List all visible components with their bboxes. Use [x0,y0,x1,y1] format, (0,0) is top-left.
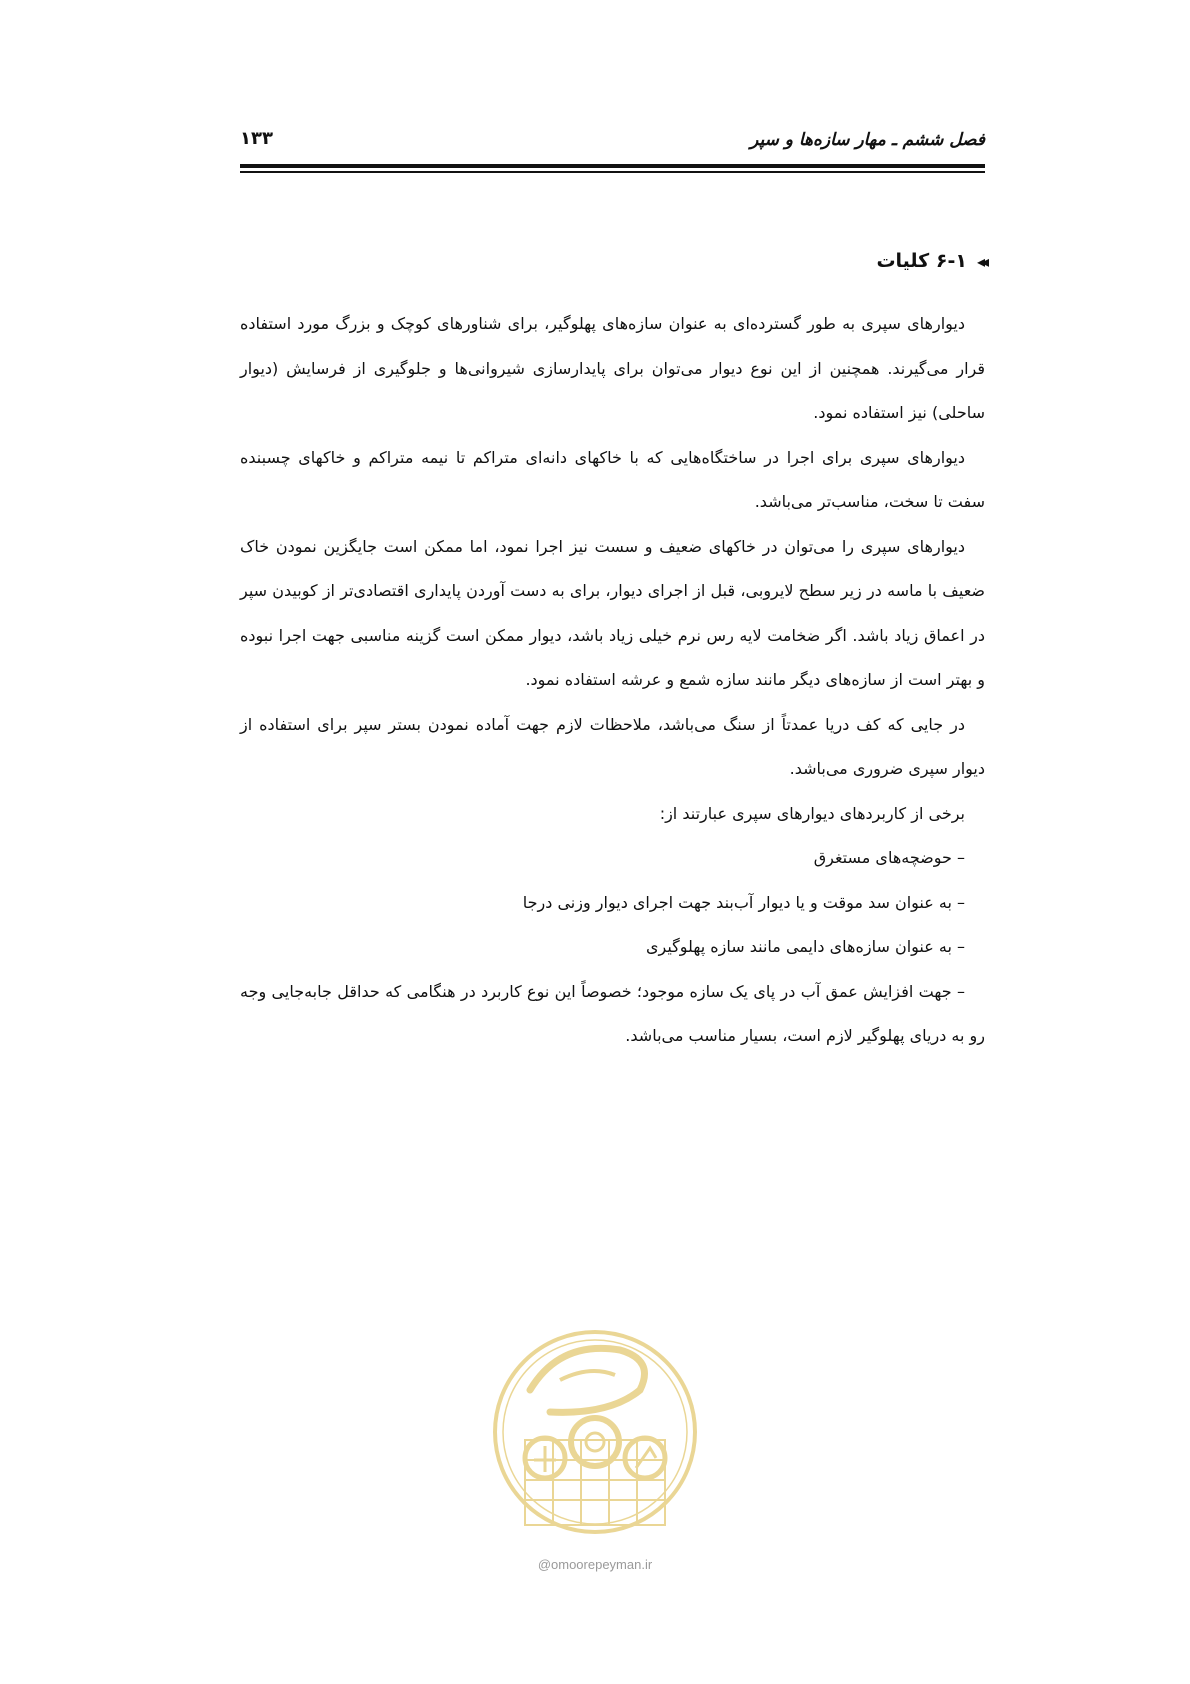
body-text [240,302,985,1059]
header-rule-thick [240,164,985,168]
list-item: – حوضچه‌های مستغرق [813,848,965,867]
paragraph: در جایی که کف دریا عمدتاً از سنگ می‌باشد، ملاحظات لازم جهت آماده نمودن بستر سپر برای استفاده از دیوار سپری ضروری می‌باشد. [240,714,985,778]
chapter-title: فصل ششم ـ مهار سازه‌ها و سپر [750,130,985,150]
paragraph: دیوارهای سپری به طور گسترده‌ای به عنوان سازه‌های پهلوگیر، برای شناورهای کوچک و بزرگ مورد استفاده قرار می‌گیرند. همچنین از این نوع دیوار می‌توان برای پایدارسازی شیروانی‌ها و جلوگیری از فرسایش (دیوار ساحلی) نیز استفاده نمود. [240,314,985,422]
paragraph: برخی از کاربردهای دیوارهای سپری عبارتند از: [659,803,965,823]
section-heading-text: ۶-۱ کلیات [876,250,967,272]
omoorepeyman-logo-icon [490,1320,700,1550]
page-header [240,124,985,154]
list-item: – به عنوان سد موقت و یا دیوار آب‌بند جهت اجرای دیوار وزنی درجا [522,892,965,912]
paragraph: دیوارهای سپری را می‌توان در خاکهای ضعیف و سست نیز اجرا نمود، اما ممکن است جایگزین نمودن خاک ضعیف با ماسه در زیر سطح لایروبی، قبل از اجرای دیوار، برای به دست آوردن پایداری اقتصادی‌تر از کوبیدن سپر در اعماق زیاد باشد. اگر ضخامت لایه رس نرم خیلی زیاد باشد، دیوار ممکن است گزینه مناسبی جهت اجرا نبوده و بهتر است از سازه‌های دیگر مانند سازه شمع و عرشه استفاده نمود. [240,536,985,689]
page-number: ۱۳۳ [240,128,273,149]
section-heading [876,250,985,272]
watermark-url: @omoorepeyman.ir [537,1557,653,1572]
list-item: – به عنوان سازه‌های دایمی مانند سازه پهلوگیری [645,937,965,956]
list-item: – جهت افزایش عمق آب در پای یک سازه موجود؛ خصوصاً این نوع کاربرد در هنگامی که حداقل جابه‌جایی وجه رو به دریای پهلوگیر لازم است، بسیار مناسب می‌باشد. [240,981,985,1045]
header-rule-thin [240,171,985,173]
double-arrow-icon: ◂◂ [976,251,985,271]
paragraph: دیوارهای سپری برای اجرا در ساختگاه‌هایی که با خاکهای دانه‌ای متراکم تا نیمه متراکم و خاکهای چسبنده سفت تا سخت، مناسب‌تر می‌باشد. [240,447,985,511]
